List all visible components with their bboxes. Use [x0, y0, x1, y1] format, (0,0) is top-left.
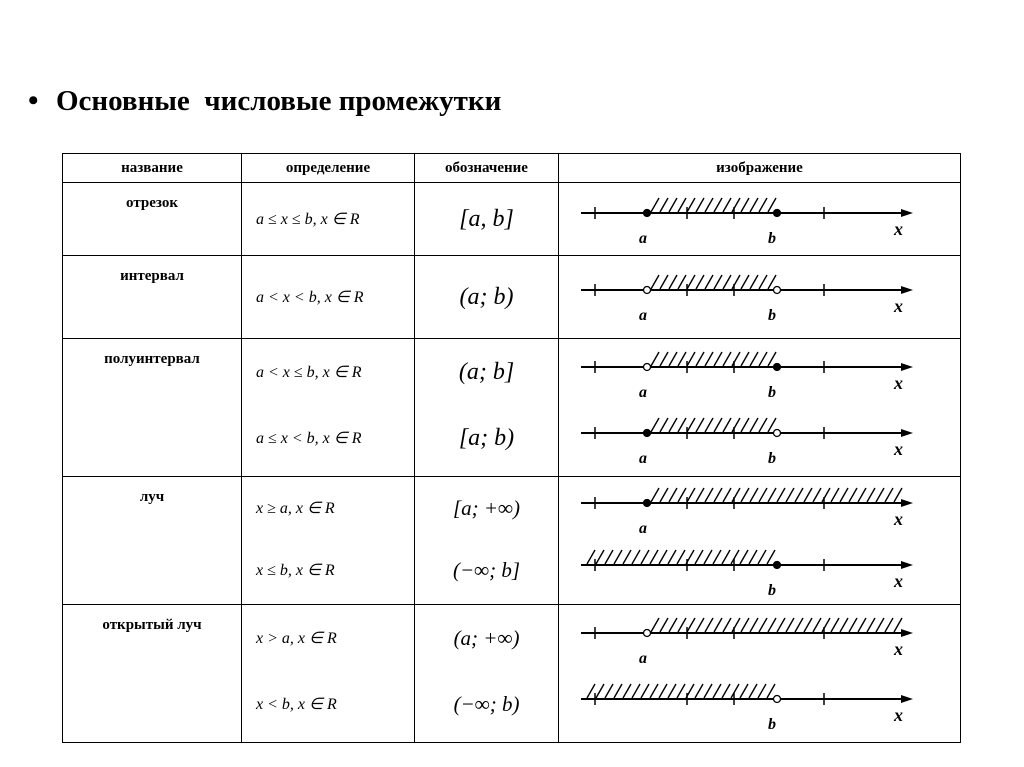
point-label-b: b	[768, 307, 776, 324]
definition-text: x ≥ a, x ∈ R	[256, 500, 335, 517]
table-row	[63, 605, 961, 743]
number-line	[559, 539, 960, 601]
name-cell	[63, 183, 242, 256]
open-point	[644, 630, 651, 637]
hatch-line	[723, 618, 731, 632]
notation-cell	[415, 183, 559, 256]
hatch-line	[587, 550, 595, 564]
hatch-line	[804, 488, 812, 502]
hatch-line	[651, 418, 659, 432]
hatch-line	[596, 550, 604, 564]
notation-text: [a, b]	[459, 205, 514, 232]
hatch-line	[795, 618, 803, 632]
definition-text: a ≤ x < b, x ∈ R	[256, 430, 362, 447]
open-point	[774, 430, 781, 437]
hatch-line	[686, 550, 694, 564]
axis-arrow	[901, 286, 913, 294]
point-label-a: a	[639, 307, 647, 324]
definition-cell	[242, 339, 415, 477]
point-label-b: b	[768, 384, 776, 401]
axis-label: x	[894, 219, 903, 239]
heading	[28, 84, 501, 118]
hatch-line	[696, 618, 704, 632]
table-row	[63, 339, 961, 477]
axis-label: x	[894, 509, 903, 529]
hatch-line	[696, 198, 704, 212]
bullet: •	[28, 84, 39, 117]
hatch-line	[687, 352, 695, 366]
hatch-line	[858, 618, 866, 632]
definition-text: x < b, x ∈ R	[256, 696, 337, 713]
axis-label: x	[894, 439, 903, 459]
hatch-line	[750, 418, 758, 432]
hatch-line	[714, 418, 722, 432]
closed-point	[644, 430, 651, 437]
picture-cell	[559, 183, 961, 256]
hatch-line	[660, 352, 668, 366]
hatch-line	[822, 488, 830, 502]
closed-point	[774, 364, 781, 371]
hatch-line	[849, 488, 857, 502]
number-line	[559, 405, 960, 471]
hatch-line	[749, 550, 757, 564]
axis-arrow	[901, 429, 913, 437]
hatch-line	[705, 352, 713, 366]
name-cell	[63, 339, 242, 477]
table-row	[63, 477, 961, 605]
hatch-line	[741, 352, 749, 366]
open-point	[644, 364, 651, 371]
axis-arrow	[901, 499, 913, 507]
notation-text: (a; b)	[459, 283, 514, 310]
hatch-line	[840, 488, 848, 502]
hatch-line	[732, 618, 740, 632]
definition-cell	[242, 183, 415, 256]
name-cell	[63, 477, 242, 605]
notation-text: (−∞; b]	[452, 557, 521, 582]
hatch-line	[641, 550, 649, 564]
definition-text: a < x ≤ b, x ∈ R	[256, 364, 362, 381]
notation-cell	[415, 256, 559, 339]
hatch-line	[767, 550, 775, 564]
hatch-line	[768, 488, 776, 502]
axis-arrow	[901, 209, 913, 217]
hatch-line	[722, 684, 730, 698]
hatch-line	[867, 618, 875, 632]
intervals-table	[62, 153, 961, 743]
number-line	[559, 477, 960, 539]
hatch-line	[686, 684, 694, 698]
hatch-line	[768, 618, 776, 632]
number-line-svg	[559, 477, 957, 539]
number-line	[559, 339, 960, 405]
hatch-line	[660, 418, 668, 432]
table-row	[63, 256, 961, 339]
hatch-line	[705, 618, 713, 632]
hatch-line	[678, 418, 686, 432]
point-label-b: b	[768, 716, 776, 733]
definition-text: a ≤ x ≤ b, x ∈ R	[256, 211, 360, 228]
hatch-line	[651, 352, 659, 366]
hatch-line	[822, 618, 830, 632]
name-cell	[63, 256, 242, 339]
hatch-line	[651, 488, 659, 502]
open-point	[774, 287, 781, 294]
hatch-line	[759, 198, 767, 212]
hatch-line	[677, 684, 685, 698]
hatch-line	[740, 550, 748, 564]
hatch-line	[659, 684, 667, 698]
hatch-line	[723, 488, 731, 502]
table-row	[63, 183, 961, 256]
hatch-line	[651, 275, 659, 289]
number-line	[559, 605, 960, 671]
hatch-line	[704, 550, 712, 564]
hatch-line	[713, 550, 721, 564]
picture-cell	[559, 477, 961, 605]
axis-label: x	[894, 296, 903, 316]
hatch-line	[741, 275, 749, 289]
hatch-line	[722, 550, 730, 564]
hatch-line	[731, 550, 739, 564]
hatch-line	[678, 352, 686, 366]
hatch-line	[669, 198, 677, 212]
notation-cell	[415, 605, 559, 743]
hatch-line	[750, 488, 758, 502]
hatch-line	[650, 550, 658, 564]
number-line-svg	[559, 671, 957, 737]
hatch-line	[668, 684, 676, 698]
hatch-line	[660, 488, 668, 502]
hatch-line	[696, 488, 704, 502]
hatch-line	[759, 418, 767, 432]
hatch-line	[660, 618, 668, 632]
hatch-line	[740, 684, 748, 698]
axis-arrow	[901, 695, 913, 703]
definition-text: x > a, x ∈ R	[256, 630, 337, 647]
hatch-line	[641, 684, 649, 698]
hatch-line	[732, 275, 740, 289]
number-line	[559, 256, 960, 338]
hatch-line	[813, 618, 821, 632]
open-point	[774, 696, 781, 703]
interval-name: интервал	[120, 268, 184, 284]
picture-cell	[559, 256, 961, 339]
header-picture: изображение	[559, 154, 961, 183]
hatch-line	[894, 488, 902, 502]
number-line-svg	[559, 256, 957, 338]
hatch-line	[732, 488, 740, 502]
hatch-line	[650, 684, 658, 698]
header-notation: обозначение	[415, 154, 559, 183]
hatch-line	[696, 418, 704, 432]
hatch-line	[786, 488, 794, 502]
hatch-line	[651, 198, 659, 212]
notation-text: [a; b)	[458, 424, 515, 451]
definition-cell	[242, 256, 415, 339]
hatch-line	[831, 618, 839, 632]
hatch-line	[669, 352, 677, 366]
hatch-line	[759, 618, 767, 632]
interval-name: полуинтервал	[104, 351, 200, 367]
hatch-line	[759, 352, 767, 366]
hatch-line	[858, 488, 866, 502]
hatch-line	[849, 618, 857, 632]
hatch-line	[678, 488, 686, 502]
name-cell	[63, 605, 242, 743]
closed-point	[644, 210, 651, 217]
hatch-line	[894, 618, 902, 632]
hatch-line	[669, 418, 677, 432]
hatch-line	[687, 198, 695, 212]
hatch-line	[705, 198, 713, 212]
point-label-a: a	[639, 520, 647, 537]
hatch-line	[750, 352, 758, 366]
hatch-line	[732, 198, 740, 212]
open-point	[644, 287, 651, 294]
hatch-line	[714, 618, 722, 632]
hatch-line	[614, 684, 622, 698]
notation-text: (a; b]	[458, 358, 515, 385]
hatch-line	[749, 684, 757, 698]
hatch-line	[705, 418, 713, 432]
hatch-line	[705, 275, 713, 289]
number-line-svg	[559, 405, 957, 471]
hatch-line	[659, 550, 667, 564]
hatch-line	[714, 275, 722, 289]
hatch-line	[695, 550, 703, 564]
hatch-line	[741, 418, 749, 432]
hatch-line	[732, 352, 740, 366]
hatch-line	[623, 684, 631, 698]
hatch-line	[632, 550, 640, 564]
hatch-line	[651, 618, 659, 632]
hatch-line	[660, 275, 668, 289]
definition-cell	[242, 605, 415, 743]
header-name: название	[63, 154, 242, 183]
hatch-line	[758, 550, 766, 564]
hatch-line	[786, 618, 794, 632]
hatch-line	[876, 488, 884, 502]
hatch-line	[804, 618, 812, 632]
hatch-line	[605, 684, 613, 698]
hatch-line	[669, 275, 677, 289]
hatch-line	[687, 275, 695, 289]
axis-label: x	[894, 571, 903, 591]
hatch-line	[614, 550, 622, 564]
hatch-line	[669, 488, 677, 502]
axis-label: x	[894, 705, 903, 725]
axis-arrow	[901, 629, 913, 637]
notation-text: [a; +∞)	[452, 495, 521, 520]
axis-arrow	[901, 363, 913, 371]
number-line-svg	[559, 539, 957, 601]
hatch-line	[741, 198, 749, 212]
hatch-line	[741, 488, 749, 502]
hatch-line	[777, 488, 785, 502]
number-line-svg	[559, 605, 957, 671]
axis-arrow	[901, 561, 913, 569]
hatch-line	[723, 275, 731, 289]
hatch-line	[731, 684, 739, 698]
header-definition: определение	[242, 154, 415, 183]
hatch-line	[704, 684, 712, 698]
point-label-b: b	[768, 582, 776, 599]
hatch-line	[723, 418, 731, 432]
point-label-a: a	[639, 450, 647, 467]
hatch-line	[758, 684, 766, 698]
hatch-line	[687, 418, 695, 432]
point-label-a: a	[639, 384, 647, 401]
notation-text: (−∞; b)	[453, 691, 520, 716]
page-title: Основные числовые промежутки	[56, 84, 502, 117]
closed-point	[774, 562, 781, 569]
point-label-b: b	[768, 230, 776, 247]
hatch-line	[732, 418, 740, 432]
point-label-a: a	[639, 650, 647, 667]
interval-name: отрезок	[126, 195, 178, 211]
number-line-svg	[559, 339, 957, 405]
hatch-line	[831, 488, 839, 502]
hatch-line	[705, 488, 713, 502]
hatch-line	[605, 550, 613, 564]
hatch-line	[587, 684, 595, 698]
hatch-line	[678, 618, 686, 632]
hatch-line	[750, 198, 758, 212]
hatch-line	[687, 618, 695, 632]
hatch-line	[596, 684, 604, 698]
hatch-line	[714, 198, 722, 212]
hatch-line	[885, 488, 893, 502]
hatch-line	[813, 488, 821, 502]
number-line	[559, 671, 960, 737]
hatch-line	[750, 275, 758, 289]
number-line-svg	[559, 183, 957, 255]
hatch-line	[669, 618, 677, 632]
hatch-line	[759, 275, 767, 289]
hatch-line	[777, 618, 785, 632]
hatch-line	[714, 352, 722, 366]
hatch-line	[713, 684, 721, 698]
hatch-line	[687, 488, 695, 502]
point-label-a: a	[639, 230, 647, 247]
header-row	[63, 154, 961, 183]
notation-cell	[415, 477, 559, 605]
axis-label: x	[894, 373, 903, 393]
definition-text: x ≤ b, x ∈ R	[256, 562, 335, 579]
hatch-line	[723, 198, 731, 212]
hatch-line	[767, 684, 775, 698]
notation-text: (a; +∞)	[453, 625, 520, 650]
hatch-line	[695, 684, 703, 698]
point-label-b: b	[768, 450, 776, 467]
hatch-line	[677, 550, 685, 564]
hatch-line	[876, 618, 884, 632]
hatch-line	[867, 488, 875, 502]
hatch-line	[741, 618, 749, 632]
picture-cell	[559, 339, 961, 477]
hatch-line	[668, 550, 676, 564]
interval-name: луч	[139, 489, 165, 505]
picture-cell	[559, 605, 961, 743]
hatch-line	[623, 550, 631, 564]
hatch-line	[759, 488, 767, 502]
closed-point	[644, 500, 651, 507]
hatch-line	[840, 618, 848, 632]
closed-point	[774, 210, 781, 217]
hatch-line	[750, 618, 758, 632]
axis-label: x	[894, 639, 903, 659]
hatch-line	[696, 352, 704, 366]
hatch-line	[714, 488, 722, 502]
hatch-line	[885, 618, 893, 632]
hatch-line	[795, 488, 803, 502]
hatch-line	[723, 352, 731, 366]
hatch-line	[660, 198, 668, 212]
hatch-line	[678, 275, 686, 289]
definition-text: a < x < b, x ∈ R	[256, 289, 364, 306]
hatch-line	[632, 684, 640, 698]
hatch-line	[696, 275, 704, 289]
number-line	[559, 183, 960, 255]
hatch-line	[678, 198, 686, 212]
interval-name: открытый луч	[102, 617, 202, 633]
notation-cell	[415, 339, 559, 477]
definition-cell	[242, 477, 415, 605]
